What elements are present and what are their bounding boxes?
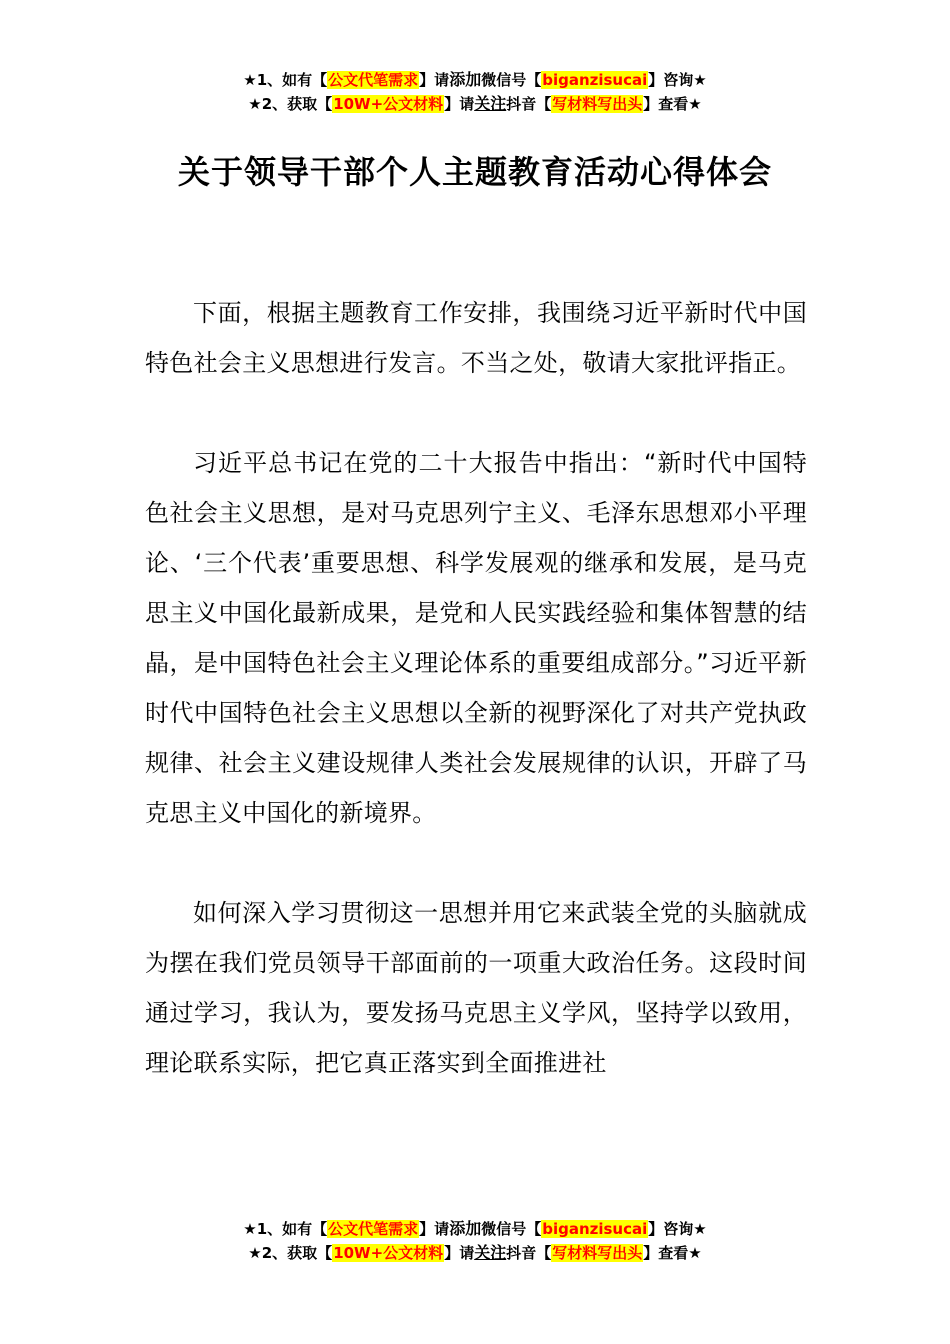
promo-text: 微信号【 (481, 71, 542, 89)
promo-wechat-id: biganzisucai (542, 71, 648, 89)
promo-text: 】请 (419, 1220, 450, 1238)
paragraph: 下面，根据主题教育工作安排，我围绕习近平新时代中国特色社会主义思想进行发言。不当之处，敬请大家批评指正。 (145, 299, 807, 377)
promo-text: 】查看★ (643, 95, 702, 113)
promo-text: 】请 (419, 71, 450, 89)
promo-text: 】查看★ (643, 1244, 702, 1262)
footer-promo (0, 1217, 950, 1265)
promo-emphasis: 关注 (474, 94, 507, 113)
promo-line-2 (0, 1241, 950, 1265)
promo-text: 2、获取【 (261, 1244, 333, 1262)
promo-douyin-id: 写材料写出头 (552, 1244, 643, 1262)
promo-text: 】请 (444, 95, 475, 113)
promo-wechat-id: biganzisucai (542, 1220, 648, 1238)
star-icon: ★ (243, 1220, 257, 1238)
promo-text: 2、获取【 (261, 95, 333, 113)
promo-line-1 (0, 68, 950, 92)
promo-text: 】咨询★ (648, 71, 707, 89)
promo-text: 微信号【 (481, 1220, 542, 1238)
promo-emphasis: 添加 (449, 1219, 482, 1238)
paragraph: 如何深入学习贯彻这一思想并用它来武装全党的头脑就成为摆在我们党员领导干部面前的一项重大政治任务。这段时间通过学习，我认为，要发扬马克思主义学风，坚持学以致用，理论联系实际，把它真正落实到全面推进社 (145, 899, 807, 1077)
document-body (145, 288, 807, 1138)
promo-line-1 (0, 1217, 950, 1241)
paragraph: 习近平总书记在党的二十大报告中指出：“新时代中国特色社会主义思想，是对马克思列宁主义、毛泽东思想邓小平理论、‘三个代表’重要思想、科学发展观的继承和发展，是马克思主义中国化最新成果，是党和人民实践经验和集体智慧的结晶，是中国特色社会主义理论体系的重要组成部分。”习近平新时代中国特色社会主义思想以全新的视野深化了对共产党执政规律、社会主义建设规律人类社会发展规律的认识，开辟了马克思主义中国化的新境界。 (145, 449, 807, 827)
promo-highlight: 10W+公文材料 (333, 1244, 444, 1262)
promo-highlight: 公文代笔需求 (328, 1220, 419, 1238)
document-title: 关于领导干部个人主题教育活动心得体会 (177, 153, 772, 191)
promo-highlight: 公文代笔需求 (328, 71, 419, 89)
promo-emphasis: 添加 (449, 70, 482, 89)
header-promo (0, 68, 950, 116)
promo-highlight: 10W+公文材料 (333, 95, 444, 113)
star-icon: ★ (248, 95, 262, 113)
star-icon: ★ (243, 71, 257, 89)
promo-text: 1、如有【 (256, 1220, 328, 1238)
promo-douyin-id: 写材料写出头 (552, 95, 643, 113)
promo-emphasis: 关注 (474, 1243, 507, 1262)
promo-text: 】请 (444, 1244, 475, 1262)
promo-text: 】咨询★ (648, 1220, 707, 1238)
promo-text: 抖音【 (506, 95, 552, 113)
promo-line-2 (0, 92, 950, 116)
promo-text: 抖音【 (506, 1244, 552, 1262)
star-icon: ★ (248, 1244, 262, 1262)
promo-text: 1、如有【 (256, 71, 328, 89)
